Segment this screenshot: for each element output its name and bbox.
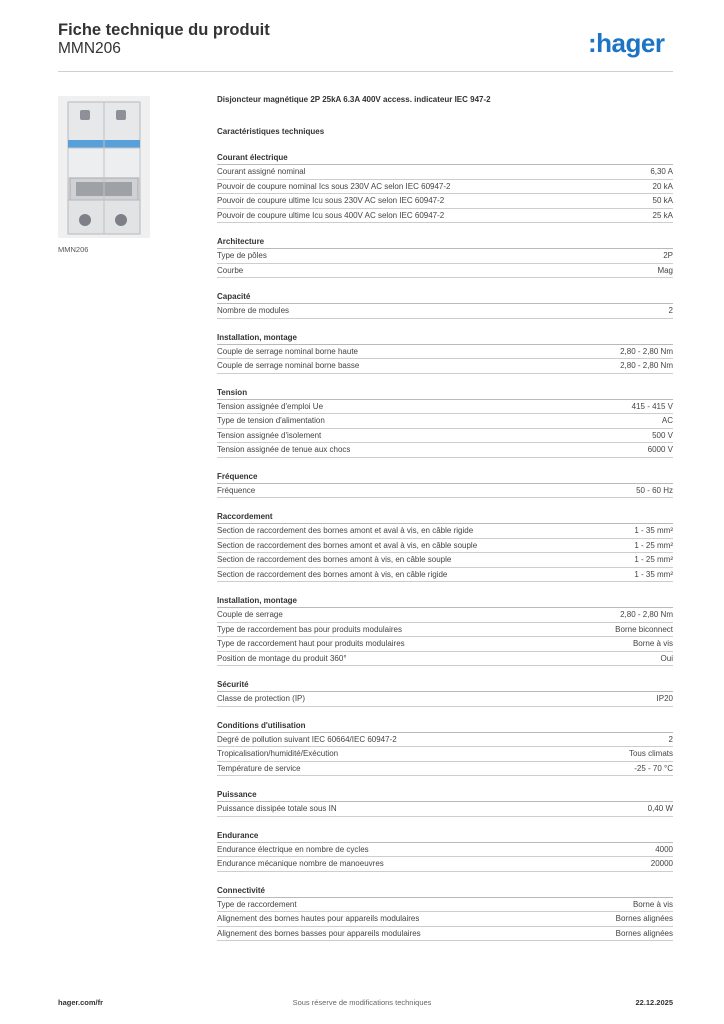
- characteristics-title: Caractéristiques techniques: [217, 127, 325, 136]
- spec-label: Tension assignée d'emploi Ue: [217, 401, 324, 411]
- spec-label: Classe de protection (IP): [217, 694, 306, 703]
- spec-value: IP20: [656, 694, 673, 703]
- section-title: Architecture: [217, 235, 673, 249]
- section-spacer: [217, 707, 673, 719]
- spec-row: [217, 524, 673, 539]
- spec-value: AC: [661, 416, 673, 425]
- spec-row: [217, 553, 673, 568]
- spec-label: Alignement des bornes hautes pour appareils modulaires: [217, 914, 420, 923]
- spec-value: 4000: [655, 844, 673, 854]
- spec-value: 2,80 - 2,80 Nm: [620, 346, 673, 356]
- spec-row: [217, 180, 673, 195]
- spec-row: [217, 359, 673, 374]
- spec-section: [217, 151, 673, 235]
- section-title: Conditions d'utilisation: [217, 719, 673, 733]
- footer-website[interactable]: hager.com/fr: [58, 998, 104, 1007]
- spec-label: Tropicalisation/humidité/Exécution: [217, 749, 339, 758]
- spec-label: Endurance mécanique nombre de manoeuvres: [217, 859, 384, 868]
- spec-row: [217, 165, 673, 180]
- spec-row: [217, 912, 673, 927]
- spec-value: Bornes alignées: [615, 914, 673, 923]
- spec-value: 6,30 A: [650, 167, 673, 176]
- spec-section: [217, 510, 673, 594]
- section-title: Sécurité: [217, 678, 673, 692]
- section-title: Raccordement: [217, 510, 673, 524]
- spec-label: Couple de serrage: [217, 610, 283, 619]
- spec-label: Puissance dissipée totale sous IN: [217, 804, 337, 813]
- spec-label: Type de tension d'alimentation: [217, 416, 325, 425]
- spec-row: [217, 843, 673, 858]
- spec-row: [217, 652, 673, 667]
- spec-value: -25 - 70 °C: [634, 763, 673, 773]
- spec-section: [217, 884, 673, 942]
- section-title: Courant électrique: [217, 151, 673, 165]
- spec-label: Degré de pollution suivant IEC 60664/IEC 60947-2: [217, 734, 397, 744]
- spec-sections: [217, 151, 673, 941]
- spec-value: 25 kA: [652, 210, 673, 220]
- spec-value: 1 - 25 mm²: [634, 540, 673, 550]
- spec-section: [217, 719, 673, 789]
- spec-value: 50 kA: [652, 196, 673, 205]
- spec-row: [217, 249, 673, 264]
- spec-row: [217, 443, 673, 458]
- spec-value: Oui: [660, 653, 673, 663]
- product-image: [58, 96, 150, 238]
- image-caption: MMN206: [58, 245, 89, 254]
- spec-value: Mag: [657, 265, 673, 275]
- spec-row: [217, 747, 673, 762]
- spec-value: 2,80 - 2,80 Nm: [620, 361, 673, 370]
- section-spacer: [217, 872, 673, 884]
- spec-row: [217, 429, 673, 444]
- page-title: Fiche technique du produit: [58, 21, 270, 39]
- spec-row: [217, 857, 673, 872]
- spec-value: Tous climats: [628, 749, 673, 758]
- spec-row: [217, 194, 673, 209]
- spec-label: Section de raccordement des bornes amont à vis, en câble rigide: [217, 569, 448, 579]
- spec-row: [217, 400, 673, 415]
- spec-value: 2,80 - 2,80 Nm: [620, 610, 673, 619]
- spec-label: Nombre de modules: [217, 306, 290, 315]
- spec-row: [217, 927, 673, 942]
- spec-value: 1 - 35 mm²: [634, 526, 673, 535]
- section-spacer: [217, 582, 673, 594]
- footer-notice: Sous réserve de modifications techniques: [292, 998, 432, 1007]
- specifications: [217, 94, 673, 941]
- spec-label: Section de raccordement des bornes amont et aval à vis, en câble rigide: [217, 526, 474, 535]
- spec-value: 2P: [663, 251, 673, 260]
- spec-label: Pouvoir de coupure nominal Ics sous 230V AC selon IEC 60947-2: [217, 181, 451, 191]
- spec-section: [217, 470, 673, 511]
- section-title: Installation, montage: [217, 331, 673, 345]
- spec-row: [217, 345, 673, 360]
- section-spacer: [217, 458, 673, 470]
- section-spacer: [217, 374, 673, 386]
- spec-label: Température de service: [217, 763, 301, 773]
- spec-value: 20000: [650, 859, 673, 868]
- spec-section: [217, 235, 673, 290]
- spec-row: [217, 539, 673, 554]
- spec-label: Section de raccordement des bornes amont et aval à vis, en câble souple: [217, 540, 478, 550]
- spec-row: [217, 692, 673, 707]
- spec-value: 50 - 60 Hz: [636, 485, 673, 495]
- section-spacer: [217, 498, 673, 510]
- spec-value: 0,40 W: [647, 804, 673, 813]
- spec-value: 2: [668, 306, 673, 315]
- spec-value: Borne à vis: [632, 899, 673, 909]
- section-title: Endurance: [217, 829, 673, 843]
- spec-label: Couple de serrage nominal borne haute: [217, 346, 358, 356]
- spec-label: Section de raccordement des bornes amont à vis, en câble souple: [217, 555, 452, 564]
- spec-label: Pouvoir de coupure ultime Icu sous 400V AC selon IEC 60947-2: [217, 210, 445, 220]
- spec-label: Tension assignée de tenue aux chocs: [217, 445, 351, 454]
- spec-row: [217, 608, 673, 623]
- section-title: Tension: [217, 386, 673, 400]
- spec-section: [217, 829, 673, 884]
- spec-label: Pouvoir de coupure ultime Icu sous 230V AC selon IEC 60947-2: [217, 196, 445, 205]
- spec-label: Endurance électrique en nombre de cycles: [217, 844, 369, 854]
- spec-row: [217, 637, 673, 652]
- section-spacer: [217, 666, 673, 678]
- spec-section: [217, 678, 673, 719]
- spec-value: Borne à vis: [632, 639, 673, 648]
- spec-label: Courant assigné nominal: [217, 167, 306, 176]
- spec-value: 20 kA: [652, 181, 673, 191]
- spec-label: Type de pôles: [217, 251, 267, 260]
- hager-logo: [588, 28, 664, 59]
- section-title: Installation, montage: [217, 594, 673, 608]
- spec-section: [217, 290, 673, 331]
- spec-row: [217, 264, 673, 279]
- section-title: Puissance: [217, 788, 673, 802]
- spec-value: Bornes alignées: [615, 928, 673, 938]
- section-spacer: [217, 776, 673, 788]
- spec-row: [217, 484, 673, 499]
- spec-value: 1 - 25 mm²: [634, 555, 673, 564]
- spec-section: [217, 386, 673, 470]
- spec-row: [217, 568, 673, 583]
- spec-row: [217, 762, 673, 777]
- circuit-breaker-icon: [58, 96, 150, 238]
- spec-section: [217, 331, 673, 386]
- spec-label: Type de raccordement: [217, 899, 297, 909]
- spec-row: [217, 733, 673, 748]
- product-reference: MMN206: [58, 40, 121, 57]
- section-title: Fréquence: [217, 470, 673, 484]
- spec-value: 415 - 415 V: [631, 401, 673, 411]
- spec-label: Type de raccordement bas pour produits modulaires: [217, 624, 402, 634]
- logo-colon-icon: :: [588, 28, 597, 58]
- section-spacer: [217, 223, 673, 235]
- spec-row: [217, 414, 673, 429]
- spec-label: Couple de serrage nominal borne basse: [217, 361, 360, 370]
- spec-value: 2: [668, 734, 673, 744]
- spec-value: Borne biconnect: [615, 624, 673, 634]
- product-description: Disjoncteur magnétique 2P 25kA 6.3A 400V access. indicateur IEC 947-2: [217, 95, 491, 104]
- spec-value: 500 V: [652, 430, 673, 440]
- spec-section: [217, 788, 673, 829]
- spec-row: [217, 802, 673, 817]
- spec-label: Position de montage du produit 360°: [217, 653, 347, 663]
- spec-row: [217, 209, 673, 224]
- spec-label: Courbe: [217, 265, 244, 275]
- spec-section: [217, 594, 673, 678]
- spec-row: [217, 623, 673, 638]
- section-title: Capacité: [217, 290, 673, 304]
- spec-label: Alignement des bornes basses pour appareils modulaires: [217, 928, 421, 938]
- spec-label: Fréquence: [217, 485, 256, 495]
- section-spacer: [217, 319, 673, 331]
- section-spacer: [217, 817, 673, 829]
- spec-row: [217, 898, 673, 913]
- section-title: Connectivité: [217, 884, 673, 898]
- logo-text: hager: [596, 28, 665, 58]
- header-divider: [58, 71, 673, 72]
- spec-label: Type de raccordement haut pour produits modulaires: [217, 639, 405, 648]
- spec-row: [217, 304, 673, 319]
- spec-label: Tension assignée d'isolement: [217, 430, 322, 440]
- footer-date: 22.12.2025: [635, 998, 673, 1007]
- spec-value: 1 - 35 mm²: [634, 569, 673, 579]
- spec-value: 6000 V: [647, 445, 673, 454]
- section-spacer: [217, 278, 673, 290]
